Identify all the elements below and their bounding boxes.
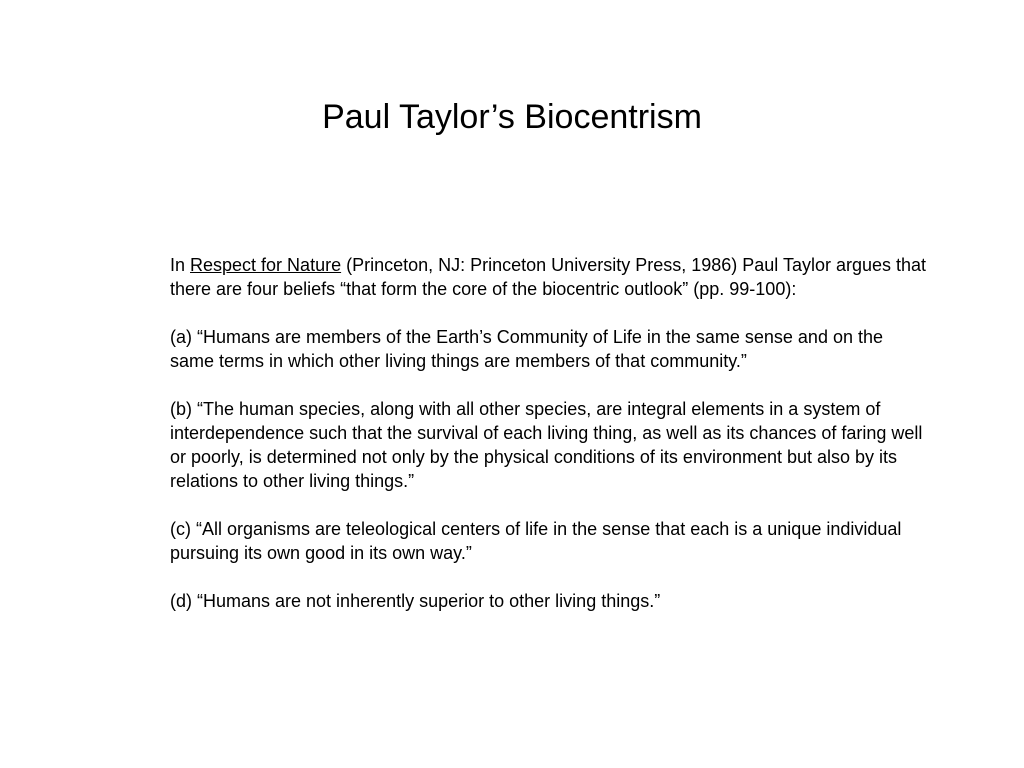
- belief-b: (b) “The human species, along with all other species, are integral elements in a system of interdependence such that the survival of each living thing, as well as its chances of faring well or poorly, is determined not only by the physical conditions of its environment but also by its relations to other living things.”: [170, 399, 923, 491]
- slide-body: [170, 253, 930, 613]
- intro-prefix: In: [170, 255, 191, 275]
- intro-suffix: (Princeton, NJ: Princeton University Press, 1986) Paul Taylor argues that there are four beliefs “that form the core of the biocentric outlook” (pp. 99-100):: [170, 255, 927, 299]
- belief-a: (a) “Humans are members of the Earth’s Community of Life in the same sense and on the same terms in which other living things are members of that community.”: [170, 327, 884, 371]
- belief-d: (d) “Humans are not inherently superior to other living things.”: [170, 591, 661, 611]
- book-title: Respect for Nature: [190, 255, 342, 275]
- belief-c: (c) “All organisms are teleological centers of life in the sense that each is a unique individual pursuing its own good in its own way.”: [170, 519, 902, 563]
- slide-title: Paul Taylor’s Biocentrism: [322, 98, 702, 136]
- intro-paragraph: [170, 253, 930, 301]
